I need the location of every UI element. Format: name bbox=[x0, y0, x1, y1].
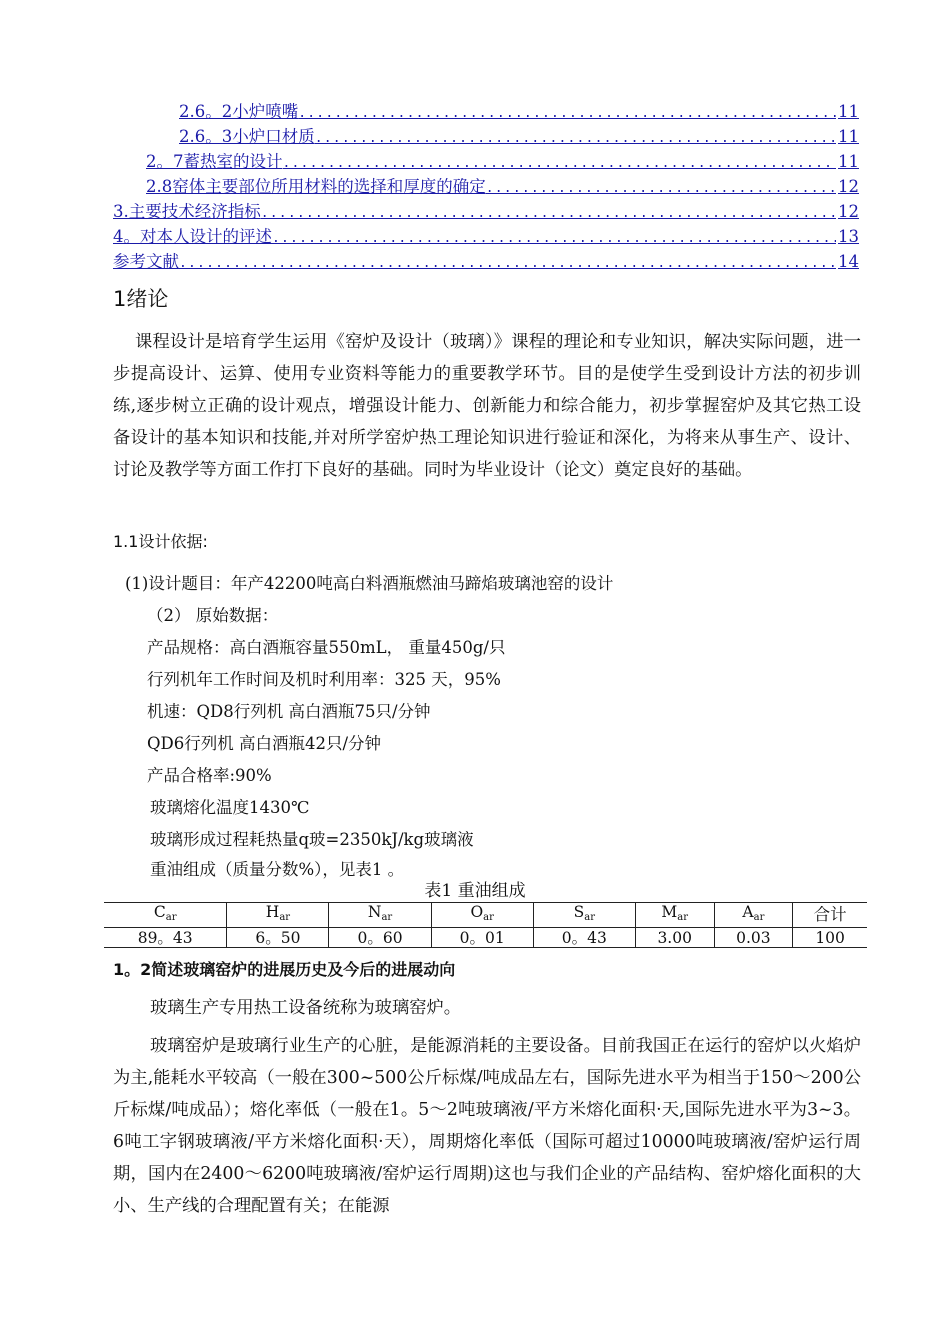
table-cell: 100 bbox=[793, 928, 867, 948]
header-subscript: ar bbox=[165, 912, 177, 923]
header-symbol: M bbox=[661, 903, 678, 921]
table-of-contents bbox=[113, 99, 859, 274]
table-header-cell bbox=[635, 903, 714, 928]
toc-leader-dots bbox=[283, 151, 837, 174]
toc-entry-label: 2.8窑体主要部位所用材料的选择和厚度的确定 bbox=[146, 177, 486, 196]
spec-line: 产品合格率:90% bbox=[147, 766, 272, 785]
toc-entry-label: 3.主要技术经济指标 bbox=[113, 202, 261, 221]
table-header-cell bbox=[714, 903, 793, 928]
header-subscript: ar bbox=[753, 912, 765, 923]
subsection-heading: 1.1设计依据: bbox=[113, 532, 208, 551]
intro-paragraph: 课程设计是培育学生运用《窑炉及设计（玻璃）》课程的理论和专业知识，解决实际问题，进一步提高设计、运算、使用专业资料等能力的重要教学环节。目的是使学生受到设计方法的初步训练,逐步树立正确的设计观点，增强设计能力、创新能力和综合能力，初步掌握窑炉及其它热工设备设计的基本知识和技能,并对所学窑炉热工理论知识进行验证和深化，为将来从事生产、设计、讨论及教学等方面工作打下良好的基础。同时为毕业设计（论文）奠定良好的基础。 bbox=[113, 332, 861, 480]
header-subscript: ar bbox=[279, 912, 291, 923]
toc-entry[interactable] bbox=[113, 99, 859, 124]
toc-leader-dots bbox=[179, 251, 836, 274]
toc-entry[interactable] bbox=[113, 149, 859, 174]
toc-entry-page: 11 bbox=[838, 127, 859, 146]
toc-entry[interactable] bbox=[113, 224, 859, 249]
header-subscript: ar bbox=[584, 912, 595, 923]
header-symbol: 合计 bbox=[813, 905, 847, 924]
table-header-cell bbox=[227, 903, 329, 928]
toc-entry[interactable] bbox=[113, 174, 859, 199]
header-subscript: ar bbox=[677, 912, 689, 923]
table-cell: 6。50 bbox=[227, 928, 329, 948]
header-symbol: N bbox=[367, 903, 382, 921]
toc-leader-dots bbox=[486, 176, 836, 199]
spec-line: 玻璃形成过程耗热量q玻=2350kJ/kg玻璃液 bbox=[150, 830, 474, 849]
toc-entry[interactable] bbox=[113, 249, 859, 274]
toc-entry[interactable] bbox=[113, 199, 859, 224]
body-paragraph: 玻璃生产专用热工设备统称为玻璃窑炉。 bbox=[150, 998, 462, 1018]
table-header-cell bbox=[533, 903, 635, 928]
table-cell: 3.00 bbox=[635, 928, 714, 948]
toc-leader-dots bbox=[261, 201, 836, 224]
spec-line: 机速：QD8行列机 高白酒瓶75只/分钟 bbox=[147, 702, 431, 721]
spec-line: QD6行列机 高白酒瓶42只/分钟 bbox=[147, 734, 382, 753]
toc-entry-page: 12 bbox=[838, 202, 859, 221]
spec-line: 重油组成（质量分数%），见表1 。 bbox=[150, 860, 405, 879]
table-cell: 0。01 bbox=[431, 928, 533, 948]
toc-entry-page: 13 bbox=[838, 227, 859, 246]
spec-line: 行列机年工作时间及机时利用率：325 天，95% bbox=[147, 670, 501, 689]
header-symbol: A bbox=[742, 903, 754, 921]
table-cell: 0。60 bbox=[329, 928, 431, 948]
toc-leader-dots bbox=[315, 126, 836, 149]
design-topic-line: (1)设计题目：年产42200吨高白料酒瓶燃油马蹄焰玻璃池窑的设计 bbox=[125, 574, 614, 593]
toc-entry-label: 2。7蓄热室的设计 bbox=[146, 152, 283, 171]
table-cell: 0.03 bbox=[714, 928, 793, 948]
header-subscript: ar bbox=[381, 912, 393, 923]
table-row bbox=[104, 928, 867, 948]
toc-leader-dots bbox=[298, 101, 836, 124]
table-header-cell bbox=[329, 903, 431, 928]
spec-line: 玻璃熔化温度1430℃ bbox=[150, 798, 310, 817]
table-header-cell bbox=[431, 903, 533, 928]
table-header-cell bbox=[793, 903, 867, 928]
toc-entry-label: 2.6。3小炉口材质 bbox=[179, 127, 315, 146]
original-data-line: （2） 原始数据： bbox=[147, 606, 279, 625]
toc-entry-label: 2.6。2小炉喷嘴 bbox=[179, 102, 299, 121]
toc-leader-dots bbox=[272, 226, 836, 249]
header-symbol: O bbox=[470, 903, 484, 921]
toc-entry-page: 14 bbox=[838, 252, 859, 271]
toc-entry[interactable] bbox=[113, 124, 859, 149]
header-symbol: H bbox=[265, 903, 280, 921]
toc-entry-page: 12 bbox=[838, 177, 859, 196]
subsection-heading: 1。2简述玻璃窑炉的进展历史及今后的进展动向 bbox=[113, 960, 456, 979]
header-subscript: ar bbox=[483, 912, 494, 923]
table-caption: 表1 重油组成 bbox=[424, 881, 526, 901]
section-heading: 1绪论 bbox=[113, 287, 169, 311]
table-header-cell bbox=[104, 903, 227, 928]
toc-entry-page: 11 bbox=[838, 152, 859, 171]
toc-entry-label: 参考文献 bbox=[113, 252, 179, 271]
body-paragraph: 玻璃窑炉是玻璃行业生产的心脏，是能源消耗的主要设备。目前我国正在运行的窑炉以火焰炉为主,能耗水平较高（一般在300~500公斤标煤/吨成品左右，国际先进水平为相当于150～200公斤标煤/吨成品）；熔化率低（一般在1。5～2吨玻璃液/平方米熔化面积·天,国际先进水平为3~3。6吨工字钢玻璃液/平方米熔化面积·天），周期熔化率低（国际可超过10000吨玻璃液/窑炉运行周期，国内在2400～6200吨玻璃液/窑炉运行周期)这也与我们企业的产品结构、窑炉熔化面积的大小、生产线的合理配置有关；在能源 bbox=[113, 1036, 861, 1216]
toc-entry-page: 11 bbox=[838, 102, 859, 121]
table-header-row bbox=[104, 903, 867, 928]
heavy-oil-composition-table bbox=[104, 902, 867, 948]
toc-entry-label: 4。对本人设计的评述 bbox=[113, 227, 272, 246]
header-symbol: S bbox=[573, 903, 585, 921]
header-symbol: C bbox=[153, 903, 166, 921]
table-cell: 89。43 bbox=[104, 928, 227, 948]
table-cell: 0。43 bbox=[533, 928, 635, 948]
spec-line: 产品规格：高白酒瓶容量550mL， 重量450g/只 bbox=[147, 638, 506, 657]
